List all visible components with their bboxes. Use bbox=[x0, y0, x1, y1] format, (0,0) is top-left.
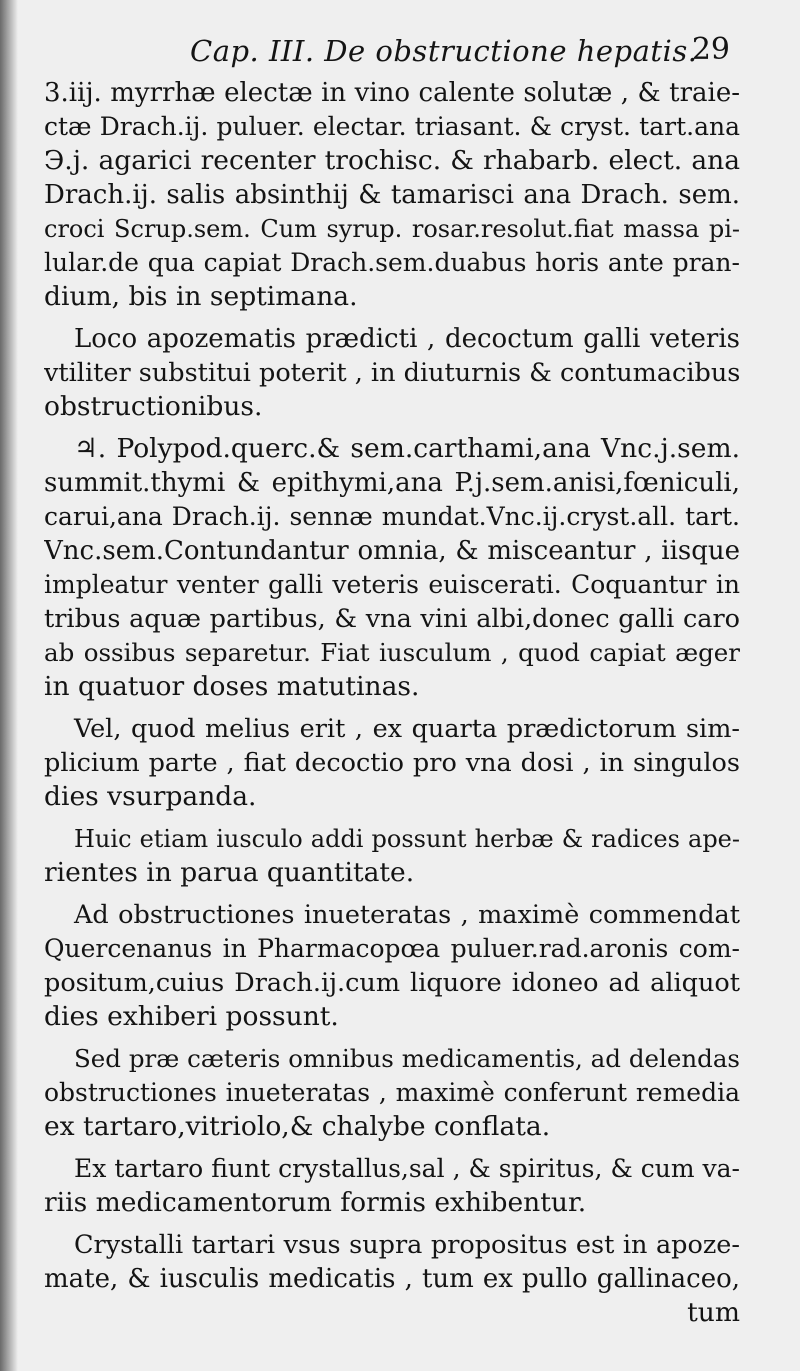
text-line: tribus aquæ partibus, & vna vini albi,donec galli caro bbox=[44, 604, 740, 634]
text-line: dies vsurpanda. bbox=[44, 781, 257, 812]
text-line: obstructiones inueteratas , maximè conferunt remedia bbox=[44, 1078, 740, 1107]
text-line: Loco apozematis prædicti , decoctum galli veteris bbox=[74, 324, 740, 354]
text-line: Ex tartaro fiunt crystallus,sal , & spiritus, & cum va- bbox=[74, 1154, 740, 1183]
text-line: dies exhiberi possunt. bbox=[44, 1001, 339, 1032]
text-line: rientes in parua quantitate. bbox=[44, 857, 415, 888]
page-gutter-shadow bbox=[0, 0, 18, 1371]
text-line: mate, & iusculis medicatis , tum ex pullo gallinaceo, bbox=[44, 1264, 740, 1294]
text-line: Э.j. agarici recenter trochisc. & rhabarb. elect. ana bbox=[44, 145, 740, 176]
text-line: ctæ Drach.ij. puluer. electar. triasant. & cryst. tart.ana bbox=[44, 112, 740, 141]
text-line: in quatuor doses matutinas. bbox=[44, 671, 420, 702]
text-line: summit.thymi & epithymi,ana P.j.sem.anisi,fœniculi, bbox=[44, 468, 740, 498]
body-text bbox=[44, 76, 740, 1330]
text-line: 3.iij. myrrhæ electæ in vino calente solutæ , & traie- bbox=[44, 78, 740, 108]
text-line: Huic etiam iusculo addi possunt herbæ & radices ape- bbox=[74, 825, 740, 853]
text-line: ex tartaro,vitriolo,& chalybe conflata. bbox=[44, 1111, 551, 1142]
text-line: croci Scrup.sem. Cum syrup. rosar.resolut.fiat massa pi- bbox=[44, 215, 740, 243]
text-line: Quercenanus in Pharmacopœa puluer.rad.aronis com- bbox=[44, 934, 740, 963]
text-line: carui,ana Drach.ij. sennæ mundat.Vnc.ij.cryst.all. tart. bbox=[44, 502, 740, 531]
text-line: impleatur venter galli veteris euiscerati. Coquantur in bbox=[44, 570, 740, 599]
text-line: Crystalli tartari vsus supra propositus est in apoze- bbox=[74, 1230, 740, 1260]
text-line: obstructionibus. bbox=[44, 391, 263, 422]
text-line: dium, bis in septimana. bbox=[44, 281, 358, 312]
text-line: Vnc.sem.Contundantur omnia, & misceantur , iisque bbox=[44, 536, 740, 566]
text-line: ♃. Polypod.querc.& sem.carthami,ana Vnc.j.sem. bbox=[74, 433, 740, 464]
catchword-line bbox=[44, 1296, 740, 1330]
text-line: Vel, quod melius erit , ex quarta prædictorum sim- bbox=[74, 714, 740, 744]
text-line: lular.de qua capiat Drach.sem.duabus horis ante pran- bbox=[44, 248, 740, 277]
text-line: Ad obstructiones inueteratas , maximè commendat bbox=[74, 900, 740, 930]
text-line: vtiliter substitui poterit , in diuturnis & contumacibus bbox=[44, 358, 740, 388]
text-line: plicium parte , fiat decoctio pro vna dosi , in singulos bbox=[44, 748, 740, 778]
text-line: riis medicamentorum formis exhibentur. bbox=[44, 1187, 587, 1218]
page-header bbox=[40, 32, 730, 76]
text-line: Drach.ij. salis absinthij & tamarisci ana Drach. sem. bbox=[44, 180, 740, 210]
running-title: Cap. III. De obstructione hepatis. bbox=[190, 34, 698, 68]
catchword: tum bbox=[687, 1297, 740, 1328]
text-line: positum,cuius Drach.ij.cum liquore idoneo ad aliquot bbox=[44, 968, 740, 998]
page-number: 29 bbox=[691, 32, 730, 67]
text-line: ab ossibus separetur. Fiat iusculum , quod capiat æger bbox=[44, 638, 740, 667]
text-line: Sed præ cæteris omnibus medicamentis, ad delendas bbox=[74, 1044, 740, 1073]
